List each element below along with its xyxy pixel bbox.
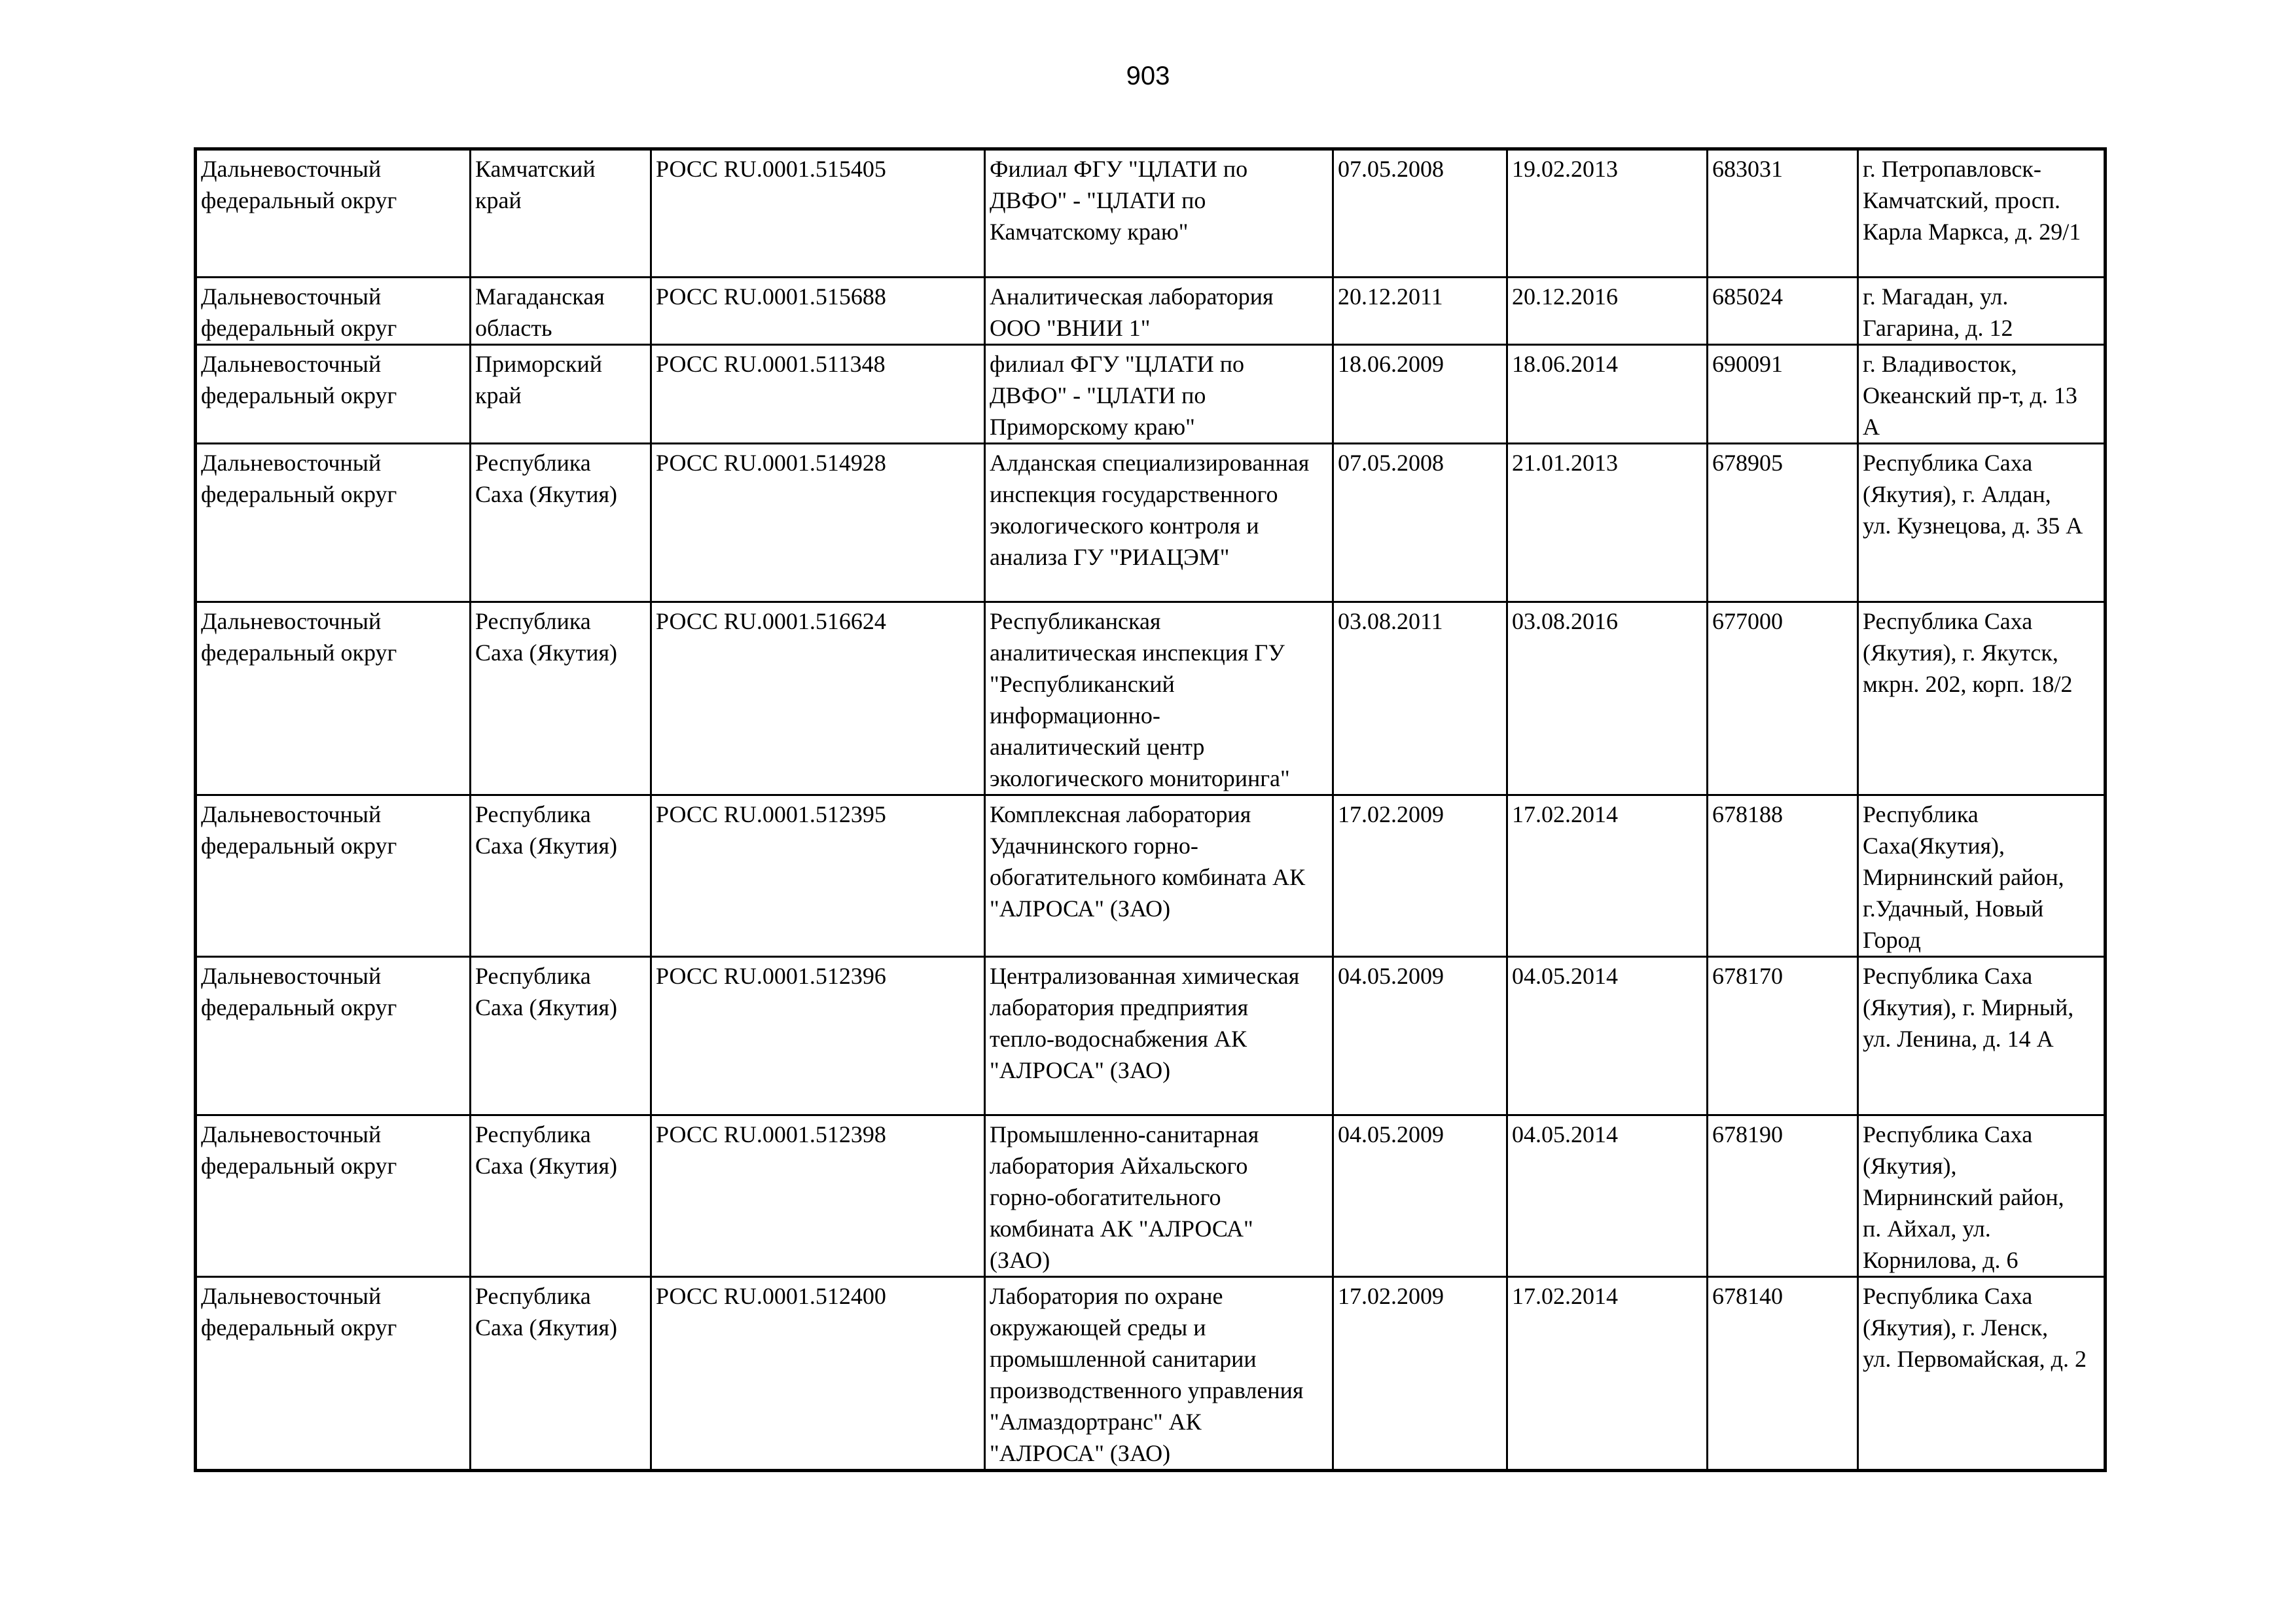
district-cell: Дальневосточный федеральный округ (196, 795, 471, 957)
table-row (196, 278, 2106, 345)
registration-number-cell: РОСС RU.0001.512400 (651, 1277, 985, 1471)
postcode-cell: 677000 (1708, 602, 1858, 795)
date-to-cell: 20.12.2016 (1507, 278, 1708, 345)
laboratory-name-cell: Централизованная химическая лаборатория предприятия тепло-водоснабжения АК "АЛРОСА" (ЗАО) (985, 957, 1333, 1115)
registration-number-cell: РОСС RU.0001.512398 (651, 1115, 985, 1277)
district-cell: Дальневосточный федеральный округ (196, 1115, 471, 1277)
table-row (196, 795, 2106, 957)
date-to-cell: 03.08.2016 (1507, 602, 1708, 795)
region-cell: Магаданская область (471, 278, 651, 345)
address-cell: г. Магадан, ул. Гагарина, д. 12 (1858, 278, 2106, 345)
address-cell: г. Владивосток, Океанский пр-т, д. 13 А (1858, 345, 2106, 444)
date-from-cell: 07.05.2008 (1333, 149, 1507, 278)
registration-number-cell: РОСС RU.0001.511348 (651, 345, 985, 444)
region-cell: Приморский край (471, 345, 651, 444)
postcode-cell: 678190 (1708, 1115, 1858, 1277)
district-cell: Дальневосточный федеральный округ (196, 345, 471, 444)
registration-number-cell: РОСС RU.0001.512395 (651, 795, 985, 957)
address-cell: Республика Саха (Якутия), г. Мирный, ул. Ленина, д. 14 А (1858, 957, 2106, 1115)
page-number: 903 (1126, 62, 1170, 90)
date-from-cell: 18.06.2009 (1333, 345, 1507, 444)
table-row (196, 345, 2106, 444)
date-to-cell: 18.06.2014 (1507, 345, 1708, 444)
date-from-cell: 17.02.2009 (1333, 795, 1507, 957)
district-cell: Дальневосточный федеральный округ (196, 444, 471, 602)
region-cell: Камчатский край (471, 149, 651, 278)
date-from-cell: 03.08.2011 (1333, 602, 1507, 795)
district-cell: Дальневосточный федеральный округ (196, 957, 471, 1115)
table-row (196, 1115, 2106, 1277)
postcode-cell: 678170 (1708, 957, 1858, 1115)
date-from-cell: 07.05.2008 (1333, 444, 1507, 602)
date-from-cell: 04.05.2009 (1333, 1115, 1507, 1277)
registration-number-cell: РОСС RU.0001.515405 (651, 149, 985, 278)
laboratory-name-cell: Республиканская аналитическая инспекция ГУ "Республиканский информационно- аналитический центр экологического мониторинга" (985, 602, 1333, 795)
date-to-cell: 19.02.2013 (1507, 149, 1708, 278)
region-cell: Республика Саха (Якутия) (471, 957, 651, 1115)
address-cell: Республика Саха (Якутия), г. Ленск, ул. Первомайская, д. 2 (1858, 1277, 2106, 1471)
district-cell: Дальневосточный федеральный округ (196, 278, 471, 345)
date-to-cell: 04.05.2014 (1507, 1115, 1708, 1277)
laboratory-name-cell: Алданская специализированная инспекция государственного экологического контроля и анализа ГУ "РИАЦЭМ" (985, 444, 1333, 602)
table-row (196, 1277, 2106, 1471)
laboratory-name-cell: Лаборатория по охране окружающей среды и промышленной санитарии производственного управления "Алмаздортранс" АК "АЛРОСА" (ЗАО) (985, 1277, 1333, 1471)
postcode-cell: 685024 (1708, 278, 1858, 345)
region-cell: Республика Саха (Якутия) (471, 1115, 651, 1277)
date-to-cell: 17.02.2014 (1507, 1277, 1708, 1471)
district-cell: Дальневосточный федеральный округ (196, 149, 471, 278)
district-cell: Дальневосточный федеральный округ (196, 602, 471, 795)
region-cell: Республика Саха (Якутия) (471, 795, 651, 957)
table-row (196, 444, 2106, 602)
address-cell: г. Петропавловск- Камчатский, просп. Карла Маркса, д. 29/1 (1858, 149, 2106, 278)
date-to-cell: 17.02.2014 (1507, 795, 1708, 957)
laboratory-name-cell: Комплексная лаборатория Удачнинского горно- обогатительного комбината АК "АЛРОСА" (ЗАО) (985, 795, 1333, 957)
laboratory-name-cell: Аналитическая лаборатория ООО "ВНИИ 1" (985, 278, 1333, 345)
registration-number-cell: РОСС RU.0001.514928 (651, 444, 985, 602)
postcode-cell: 690091 (1708, 345, 1858, 444)
table-row (196, 149, 2106, 278)
address-cell: Республика Саха (Якутия), Мирнинский район, п. Айхал, ул. Корнилова, д. 6 (1858, 1115, 2106, 1277)
date-to-cell: 04.05.2014 (1507, 957, 1708, 1115)
postcode-cell: 683031 (1708, 149, 1858, 278)
table-row (196, 957, 2106, 1115)
district-cell: Дальневосточный федеральный округ (196, 1277, 471, 1471)
region-cell: Республика Саха (Якутия) (471, 602, 651, 795)
laboratory-name-cell: Филиал ФГУ "ЦЛАТИ по ДВФО" - "ЦЛАТИ по Камчатскому краю" (985, 149, 1333, 278)
registration-number-cell: РОСС RU.0001.512396 (651, 957, 985, 1115)
address-cell: Республика Саха(Якутия), Мирнинский район, г.Удачный, Новый Город (1858, 795, 2106, 957)
region-cell: Республика Саха (Якутия) (471, 1277, 651, 1471)
registration-number-cell: РОСС RU.0001.515688 (651, 278, 985, 345)
laboratory-name-cell: филиал ФГУ "ЦЛАТИ по ДВФО" - "ЦЛАТИ по Приморскому краю" (985, 345, 1333, 444)
date-from-cell: 20.12.2011 (1333, 278, 1507, 345)
table-row (196, 602, 2106, 795)
date-to-cell: 21.01.2013 (1507, 444, 1708, 602)
postcode-cell: 678140 (1708, 1277, 1858, 1471)
registry-table-body (196, 149, 2106, 1471)
laboratory-registry-table (194, 147, 2107, 1472)
postcode-cell: 678188 (1708, 795, 1858, 957)
address-cell: Республика Саха (Якутия), г. Якутск, мкрн. 202, корп. 18/2 (1858, 602, 2106, 795)
registration-number-cell: РОСС RU.0001.516624 (651, 602, 985, 795)
laboratory-name-cell: Промышленно-санитарная лаборатория Айхальского горно-обогатительного комбината АК "АЛРОСА" (ЗАО) (985, 1115, 1333, 1277)
region-cell: Республика Саха (Якутия) (471, 444, 651, 602)
date-from-cell: 04.05.2009 (1333, 957, 1507, 1115)
address-cell: Республика Саха (Якутия), г. Алдан, ул. Кузнецова, д. 35 А (1858, 444, 2106, 602)
postcode-cell: 678905 (1708, 444, 1858, 602)
date-from-cell: 17.02.2009 (1333, 1277, 1507, 1471)
